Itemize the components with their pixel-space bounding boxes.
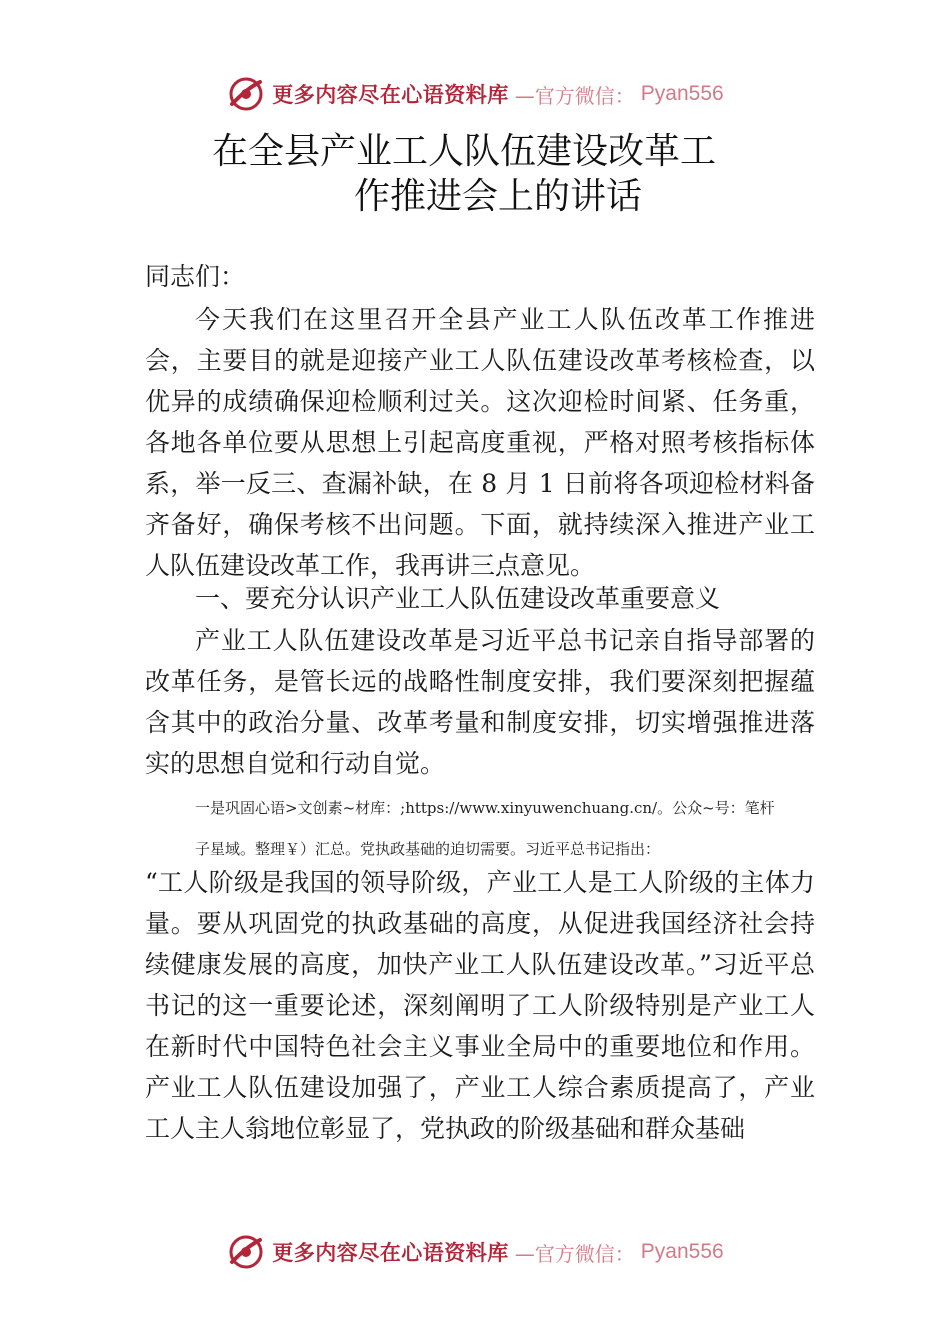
banner-suffix-text: —官方微信： xyxy=(514,83,635,108)
banner-main-text: 更多内容尽在心语资料库 xyxy=(272,82,509,107)
brush-logo-icon xyxy=(226,74,266,114)
paragraph-quote: “工人阶级是我国的领导阶级，产业工人是工人阶级的主体力量。要从巩固党的执政基础的高度，从促进我国经济社会持续健康发展的高度，加快产业工人队伍建设改革。”习近平总书记的这一重要论述，深刻阐明了工人阶级特别是产业工人在新时代中国特色社会主义事业全局中的重要地位和作用。产业工人队伍建设加强了，产业工人综合素质提高了，产业工人主人翁地位彰显了，党执政的阶级基础和群众基础 xyxy=(145,868,815,1143)
banner-wechat-id: Pyan556 xyxy=(640,82,724,105)
document-title-line1: 在全县产业工人队伍建设改革工 xyxy=(212,131,717,172)
section-heading-1: 一、要充分认识产业工人队伍建设改革重要意义 xyxy=(195,584,721,613)
small-note-line1: 一是巩固心语>文创素~材库：;https://www.xinyuwenchuang.cn/。公众~号：笔杆 xyxy=(195,799,775,817)
document-title-line2: 作推进会上的讲话 xyxy=(354,176,643,217)
greeting: 同志们： xyxy=(145,262,246,291)
banner-wechat-id: Pyan556 xyxy=(640,1240,724,1263)
brush-logo-icon xyxy=(226,1232,266,1272)
small-note-line2: 子星域。整理￥）汇总。党执政基础的迫切需要。习近平总书记指出： xyxy=(195,840,661,858)
paragraph-intro: 今天我们在这里召开全县产业工人队伍改革工作推进会，主要目的就是迎接产业工人队伍建设改革考核检查，以优异的成绩确保迎检顺利过关。这次迎检时间紧、任务重，各地各单位要从思想上引起高度重视，严格对照考核指标体系，举一反三、查漏补缺，在 8 月 1 日前将各项迎检材料备齐备好，确保考核不出问题。下面，就持续深入推进产业工人队伍建设改革工作，我再讲三点意见。 xyxy=(145,305,815,580)
banner-suffix-text: —官方微信： xyxy=(514,1241,635,1266)
banner-main-text: 更多内容尽在心语资料库 xyxy=(272,1240,509,1265)
paragraph-significance: 产业工人队伍建设改革是习近平总书记亲自指导部署的改革任务，是管长远的战略性制度安排，我们要深刻把握蕴含其中的政治分量、改革考量和制度安排，切实增强推进落实的思想自觉和行动自觉。 xyxy=(145,626,815,778)
footer-banner xyxy=(0,1230,950,1274)
header-banner xyxy=(0,72,950,116)
